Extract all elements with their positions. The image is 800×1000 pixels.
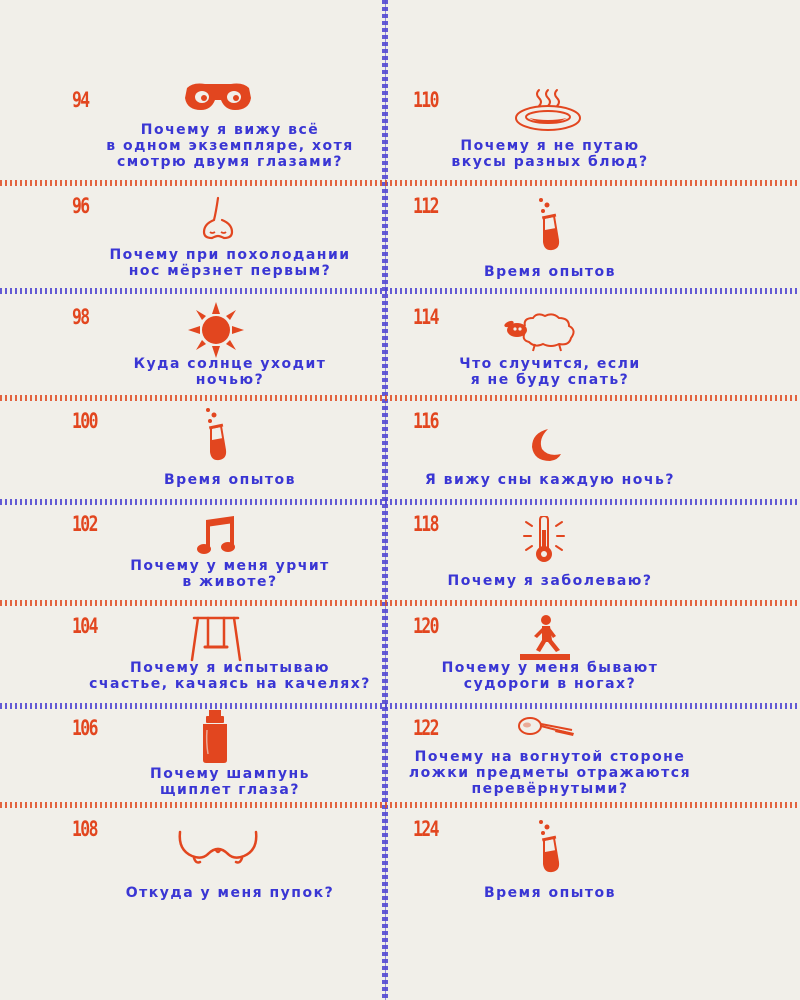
question-line: я не буду спать? [470, 372, 630, 388]
question-line: щиплет глаза? [160, 782, 300, 798]
page-number: 106 [72, 716, 97, 740]
question-line: Почему шампунь [150, 766, 310, 782]
walking-person-icon [518, 614, 572, 662]
moon-icon [528, 427, 562, 463]
page-number: 100 [72, 409, 97, 433]
page-number: 110 [413, 88, 438, 112]
thermometer-icon [522, 516, 566, 564]
question-line: Что случится, если [459, 356, 641, 372]
question-line: Откуда у меня пупок? [125, 885, 335, 901]
question-line: смотрю двумя глазами? [116, 154, 344, 170]
page-number: 96 [72, 194, 89, 218]
question-line: перевёрнутыми? [471, 781, 629, 797]
question-line: Почему я вижу всё [140, 122, 320, 138]
hot-plate-icon [513, 88, 583, 134]
sun-icon [188, 302, 244, 358]
nose-icon [196, 196, 240, 242]
question-line: Почему я заболеваю? [447, 573, 653, 589]
shampoo-bottle-icon [200, 710, 230, 764]
page-number: 98 [72, 305, 89, 329]
page-number: 104 [72, 614, 97, 638]
question-line: Почему на вогнутой стороне [414, 749, 686, 765]
page-number: 108 [72, 817, 97, 841]
row-divider [0, 802, 800, 808]
page-number: 112 [413, 194, 438, 218]
question-line: нос мёрзнет первым? [128, 263, 332, 279]
question-line: Куда солнце уходит [133, 356, 327, 372]
page-number: 94 [72, 88, 89, 112]
page-number: 102 [72, 512, 97, 536]
question-line: Почему у меня бывают [441, 660, 659, 676]
question-line: Я вижу сны каждую ночь? [425, 472, 675, 488]
question-line: Время опытов [163, 472, 297, 488]
swing-icon [188, 614, 244, 662]
question-line: Почему я не путаю [460, 138, 640, 154]
page-number: 120 [413, 614, 438, 638]
sheep-icon [503, 312, 579, 352]
question-line: счастье, качаясь на качелях? [89, 676, 371, 692]
page-number: 122 [413, 716, 438, 740]
question-line: ложки предметы отражаются [408, 765, 692, 781]
question-line: Почему при похолодании [109, 247, 351, 263]
glasses-mask-icon [183, 80, 253, 114]
page-number: 124 [413, 817, 438, 841]
test-tube-icon [200, 406, 230, 462]
row-divider [0, 180, 800, 186]
row-divider [0, 703, 800, 709]
row-divider [0, 395, 800, 401]
question-line: в животе? [182, 574, 278, 590]
question-line: судороги в ногах? [463, 676, 637, 692]
question-line: в одном экземпляре, хотя [106, 138, 354, 154]
belly-icon [176, 830, 260, 866]
page-number: 114 [413, 305, 438, 329]
spoon-icon [516, 714, 576, 740]
row-divider [0, 288, 800, 294]
question-line: Время опытов [483, 264, 617, 280]
question-line: Почему у меня урчит [130, 558, 330, 574]
test-tube-icon [533, 196, 563, 252]
question-line: Почему я испытываю [130, 660, 330, 676]
question-line: вкусы разных блюд? [451, 154, 649, 170]
music-note-icon [196, 516, 240, 556]
question-line: ночью? [195, 372, 265, 388]
page-number: 118 [413, 512, 438, 536]
row-divider [0, 499, 800, 505]
test-tube-icon [533, 818, 563, 874]
page-number: 116 [413, 409, 438, 433]
question-line: Время опытов [483, 885, 617, 901]
row-divider [0, 600, 800, 606]
